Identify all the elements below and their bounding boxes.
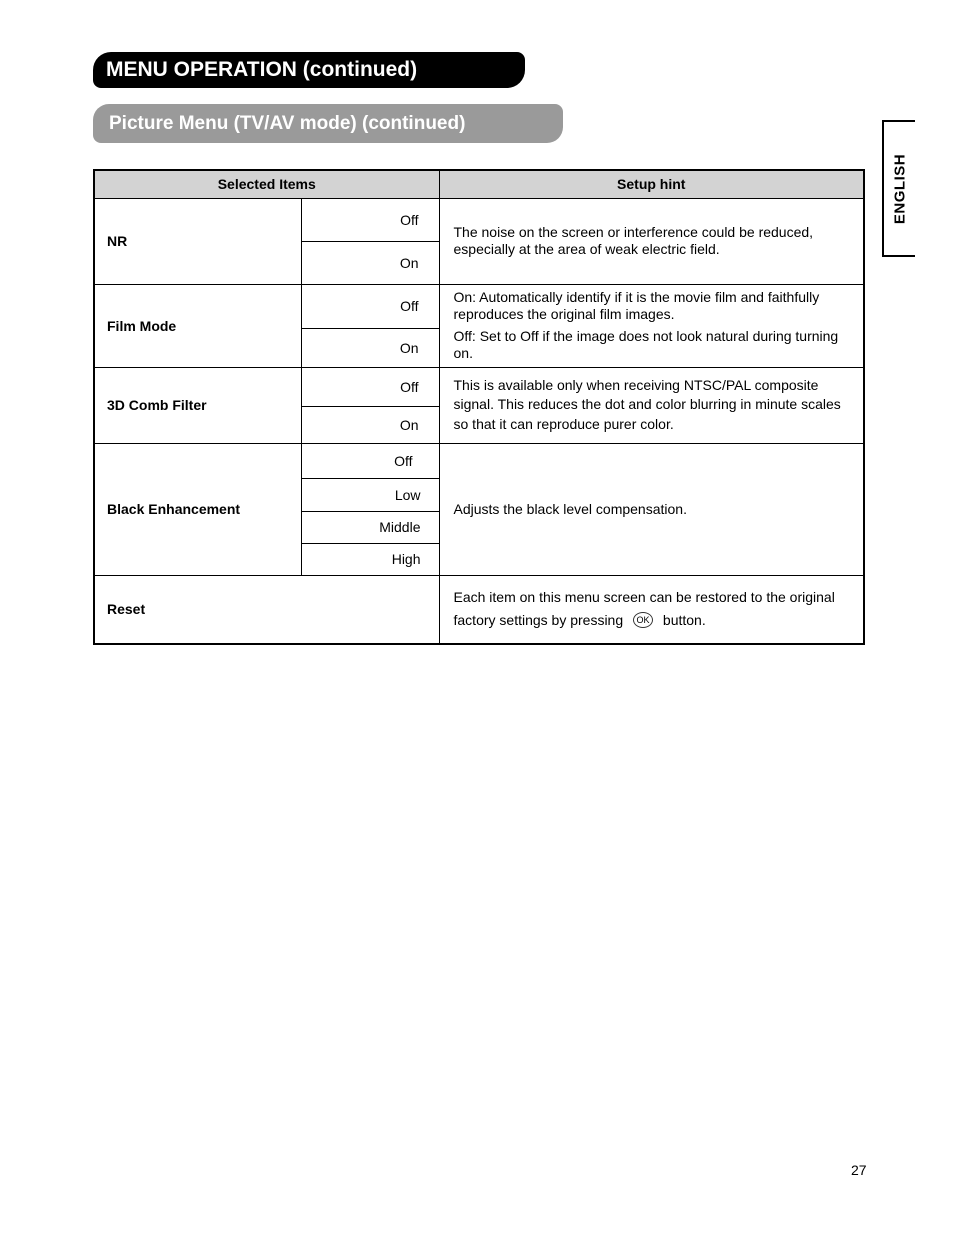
option-value: On	[301, 241, 439, 284]
page-title: MENU OPERATION (continued)	[93, 52, 525, 88]
page-number: 27	[851, 1162, 867, 1178]
item-film-mode: Film Mode	[94, 284, 301, 367]
settings-table	[93, 169, 865, 645]
hint-text: button.	[662, 612, 706, 629]
hint-text: Each item on this menu screen can be restored to the original factory settings by pressing	[453, 589, 835, 629]
item-nr: NR	[94, 198, 301, 284]
setup-hint	[439, 575, 864, 644]
option-value: Off	[301, 443, 439, 478]
option-value: On	[301, 406, 439, 443]
setup-hint	[439, 284, 864, 367]
option-value: Middle	[301, 511, 439, 543]
item-black-enhancement: Black Enhancement	[94, 443, 301, 575]
setup-hint	[439, 367, 864, 443]
hint-text: This is available only when receiving NTSC/PAL composite signal. This reduces the dot and color blurring in minute scales so that it can reproduce purer color.	[453, 376, 841, 432]
language-tab	[882, 120, 915, 257]
section-title: Picture Menu (TV/AV mode) (continued)	[93, 104, 563, 143]
header-setup-hint: Setup hint	[439, 170, 864, 198]
table-row	[94, 367, 864, 406]
option-value: Off	[301, 198, 439, 241]
option-value: Off	[301, 367, 439, 406]
item-3d-comb-filter: 3D Comb Filter	[94, 367, 301, 443]
table-row	[94, 284, 864, 328]
ok-button-icon: OK	[633, 612, 653, 628]
setup-hint	[439, 443, 864, 575]
option-value: High	[301, 543, 439, 575]
setup-hint	[439, 198, 864, 284]
table-row	[94, 575, 864, 644]
hint-text: Adjusts the black level compensation.	[453, 500, 687, 517]
header-selected-items: Selected Items	[94, 170, 439, 198]
table-row	[94, 198, 864, 241]
hint-text: On: Automatically identify if it is the movie film and faithfully reproduces the original film images.	[453, 289, 820, 322]
option-value: Low	[301, 478, 439, 511]
language-tab-label: ENGLISH	[891, 153, 908, 224]
table-row	[94, 443, 864, 478]
table-header-row	[94, 170, 864, 198]
option-value: On	[301, 328, 439, 367]
item-reset: Reset	[94, 575, 439, 644]
option-value: Off	[301, 284, 439, 328]
hint-text: The noise on the screen or interference could be reduced, especially at the area of weak electric field.	[453, 224, 814, 257]
hint-text: Off: Set to Off if the image does not look natural during turning on.	[453, 328, 839, 361]
